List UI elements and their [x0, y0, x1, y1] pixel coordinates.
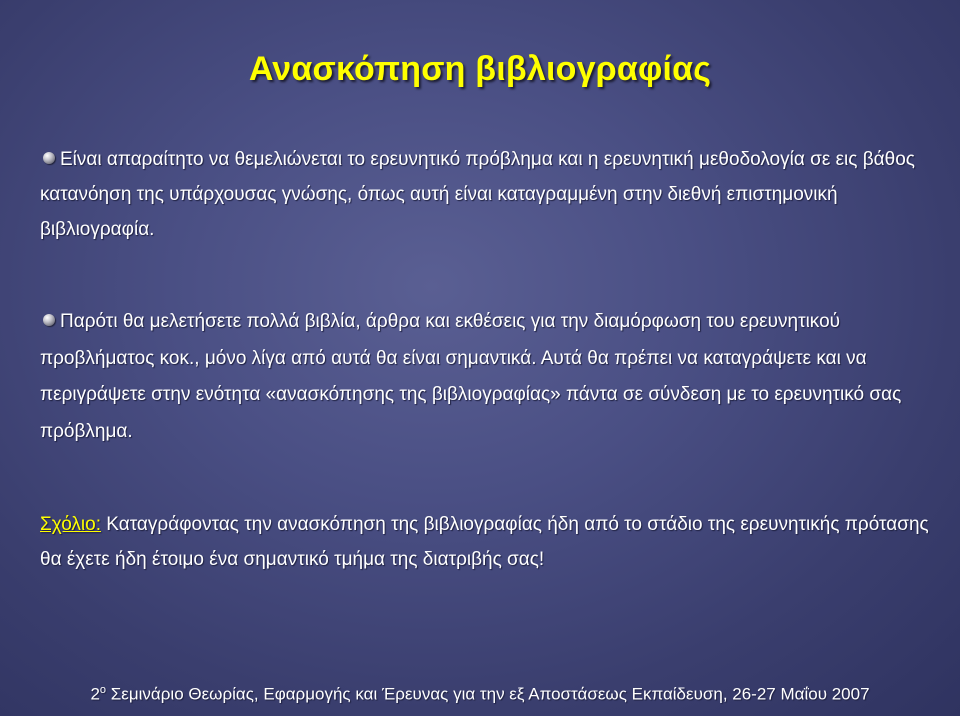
- footer-superscript: ο: [99, 684, 107, 696]
- paragraph-2-text: Παρότι θα μελετήσετε πολλά βιβλία, άρθρα και εκθέσεις για την διαμόρφωση του ερευνητικού προβλήματος κοκ., μόνο λίγα από αυτά θα είναι σημαντικά. Αυτά θα πρέπει να καταγράψετε και να περιγράψετε στην ενότητα «ανασκόπησης της βιβλιογραφίας» πάντα σε σύνδεση με το ερευνητικό σας πρόβλημα.: [40, 311, 902, 442]
- slide-title: Ανασκόπηση βιβλιογραφίας: [248, 50, 712, 88]
- footer-text: Σεμινάριο Θεωρίας, Εφαρμογής και Έρευνας για την εξ Αποστάσεως Εκπαίδευση, 26-27 Μαΐου 2007: [106, 684, 870, 704]
- sphere-bullet-icon: [43, 314, 55, 326]
- note-label: Σχόλιο:: [40, 514, 101, 535]
- footer-number: 2: [90, 684, 100, 704]
- bullet-paragraph-1: [40, 142, 940, 247]
- sphere-bullet-icon: [43, 152, 55, 164]
- note-paragraph: [40, 507, 940, 577]
- bullet-paragraph-2: [40, 304, 940, 450]
- footer: [0, 684, 960, 705]
- note-text: Καταγράφοντας την ανασκόπηση της βιβλιογραφίας ήδη από το στάδιο της ερευνητικής πρότασης θα έχετε ήδη έτοιμο ένα σημαντικό τμήμα της διατριβής σας!: [40, 514, 929, 570]
- paragraph-1-text: Είναι απαραίτητο να θεμελιώνεται το ερευνητικό πρόβλημα και η ερευνητική μεθοδολογία σε εις βάθος κατανόηση της υπάρχουσας γνώσης, όπως αυτή είναι καταγραμμένη στην διεθνή επιστημονική βιβλιογραφία.: [40, 149, 915, 240]
